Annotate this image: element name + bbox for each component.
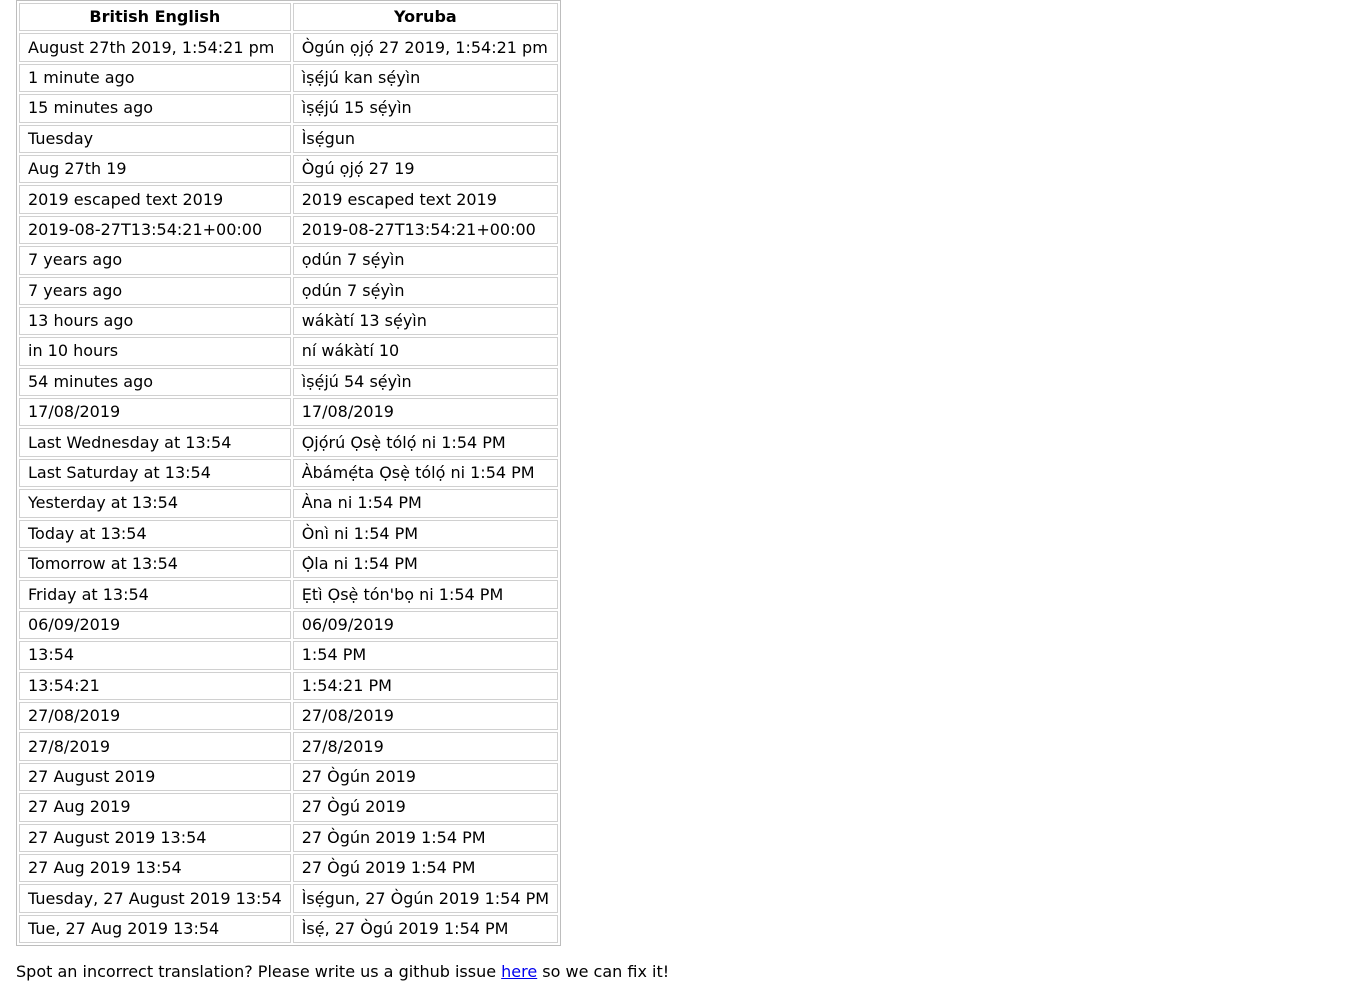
table-row	[19, 185, 558, 213]
british-english-cell: 7 years ago	[19, 246, 291, 274]
table-row	[19, 854, 558, 882]
table-row	[19, 732, 558, 760]
table-row	[19, 277, 558, 305]
table-row	[19, 520, 558, 548]
yoruba-cell: ọdún 7 sẹ́yìn	[293, 277, 558, 305]
yoruba-cell: 2019-08-27T13:54:21+00:00	[293, 216, 558, 244]
british-english-cell: 2019-08-27T13:54:21+00:00	[19, 216, 291, 244]
table-row	[19, 763, 558, 791]
table-row	[19, 550, 558, 578]
british-english-cell: 27/8/2019	[19, 732, 291, 760]
table-row	[19, 398, 558, 426]
table-row	[19, 824, 558, 852]
table-header-row	[19, 3, 558, 31]
table-row	[19, 368, 558, 396]
yoruba-cell: Ìsẹ́gun	[293, 125, 558, 153]
footer-text-prefix: Spot an incorrect translation? Please write us a github issue	[16, 962, 502, 981]
yoruba-cell: Ònì ni 1:54 PM	[293, 520, 558, 548]
british-english-cell: 27 August 2019 13:54	[19, 824, 291, 852]
table-row	[19, 915, 558, 943]
british-english-cell: 13:54	[19, 641, 291, 669]
yoruba-cell: ìṣẹ́jú kan sẹ́yìn	[293, 64, 558, 92]
translation-table	[16, 0, 561, 946]
yoruba-cell: 27/08/2019	[293, 702, 558, 730]
table-row	[19, 702, 558, 730]
table-row	[19, 611, 558, 639]
british-english-cell: Tuesday	[19, 125, 291, 153]
yoruba-cell: Àbámẹ́ta Ọsẹ̀ tólọ́ ni 1:54 PM	[293, 459, 558, 487]
yoruba-cell: ìṣẹ́jú 15 sẹ́yìn	[293, 94, 558, 122]
yoruba-cell: Ẹtì Ọsẹ̀ tón'bọ ni 1:54 PM	[293, 580, 558, 608]
british-english-cell: 54 minutes ago	[19, 368, 291, 396]
table-row	[19, 672, 558, 700]
yoruba-cell: Ògú ọjọ́ 27 19	[293, 155, 558, 183]
yoruba-cell: ní wákàtí 10	[293, 337, 558, 365]
british-english-cell: 7 years ago	[19, 277, 291, 305]
british-english-cell: Yesterday at 13:54	[19, 489, 291, 517]
column-header-yoruba: Yoruba	[293, 3, 558, 31]
british-english-cell: 27/08/2019	[19, 702, 291, 730]
table-row	[19, 216, 558, 244]
yoruba-cell: 2019 escaped text 2019	[293, 185, 558, 213]
table-row	[19, 580, 558, 608]
british-english-cell: 17/08/2019	[19, 398, 291, 426]
table-row	[19, 125, 558, 153]
table-row	[19, 793, 558, 821]
table-row	[19, 33, 558, 61]
table-row	[19, 64, 558, 92]
british-english-cell: 06/09/2019	[19, 611, 291, 639]
british-english-cell: Last Saturday at 13:54	[19, 459, 291, 487]
yoruba-cell: 27 Ògún 2019 1:54 PM	[293, 824, 558, 852]
table-row	[19, 884, 558, 912]
british-english-cell: Tuesday, 27 August 2019 13:54	[19, 884, 291, 912]
yoruba-cell: Ògún ọjọ́ 27 2019, 1:54:21 pm	[293, 33, 558, 61]
british-english-cell: Friday at 13:54	[19, 580, 291, 608]
yoruba-cell: 27 Ògún 2019	[293, 763, 558, 791]
footer-note	[16, 961, 669, 983]
british-english-cell: Last Wednesday at 13:54	[19, 428, 291, 456]
table-row	[19, 337, 558, 365]
yoruba-cell: 17/08/2019	[293, 398, 558, 426]
column-header-british-english: British English	[19, 3, 291, 31]
table-row	[19, 155, 558, 183]
table-row	[19, 459, 558, 487]
yoruba-cell: 1:54 PM	[293, 641, 558, 669]
yoruba-cell: 27 Ògú 2019 1:54 PM	[293, 854, 558, 882]
yoruba-cell: 06/09/2019	[293, 611, 558, 639]
yoruba-cell: Àna ni 1:54 PM	[293, 489, 558, 517]
british-english-cell: August 27th 2019, 1:54:21 pm	[19, 33, 291, 61]
table-row	[19, 641, 558, 669]
british-english-cell: 13 hours ago	[19, 307, 291, 335]
table-row	[19, 307, 558, 335]
yoruba-cell: ìṣẹ́jú 54 sẹ́yìn	[293, 368, 558, 396]
british-english-cell: 15 minutes ago	[19, 94, 291, 122]
table-row	[19, 246, 558, 274]
british-english-cell: Tue, 27 Aug 2019 13:54	[19, 915, 291, 943]
table-row	[19, 489, 558, 517]
british-english-cell: 27 Aug 2019	[19, 793, 291, 821]
british-english-cell: Tomorrow at 13:54	[19, 550, 291, 578]
yoruba-cell: wákàtí 13 sẹ́yìn	[293, 307, 558, 335]
yoruba-cell: 27/8/2019	[293, 732, 558, 760]
table-row	[19, 428, 558, 456]
yoruba-cell: Ọ̀la ni 1:54 PM	[293, 550, 558, 578]
footer-text-suffix: so we can fix it!	[537, 962, 670, 981]
british-english-cell: 27 August 2019	[19, 763, 291, 791]
table-row	[19, 94, 558, 122]
british-english-cell: Today at 13:54	[19, 520, 291, 548]
british-english-cell: in 10 hours	[19, 337, 291, 365]
github-issue-link[interactable]: here	[501, 962, 538, 981]
yoruba-cell: Ìsẹ́, 27 Ògú 2019 1:54 PM	[293, 915, 558, 943]
translation-table-container	[16, 0, 561, 946]
british-english-cell: Aug 27th 19	[19, 155, 291, 183]
yoruba-cell: 27 Ògú 2019	[293, 793, 558, 821]
yoruba-cell: 1:54:21 PM	[293, 672, 558, 700]
british-english-cell: 13:54:21	[19, 672, 291, 700]
british-english-cell: 1 minute ago	[19, 64, 291, 92]
yoruba-cell: Ìsẹ́gun, 27 Ògún 2019 1:54 PM	[293, 884, 558, 912]
yoruba-cell: ọdún 7 sẹ́yìn	[293, 246, 558, 274]
yoruba-cell: Ọjọ́rú Ọsẹ̀ tólọ́ ni 1:54 PM	[293, 428, 558, 456]
british-english-cell: 2019 escaped text 2019	[19, 185, 291, 213]
british-english-cell: 27 Aug 2019 13:54	[19, 854, 291, 882]
